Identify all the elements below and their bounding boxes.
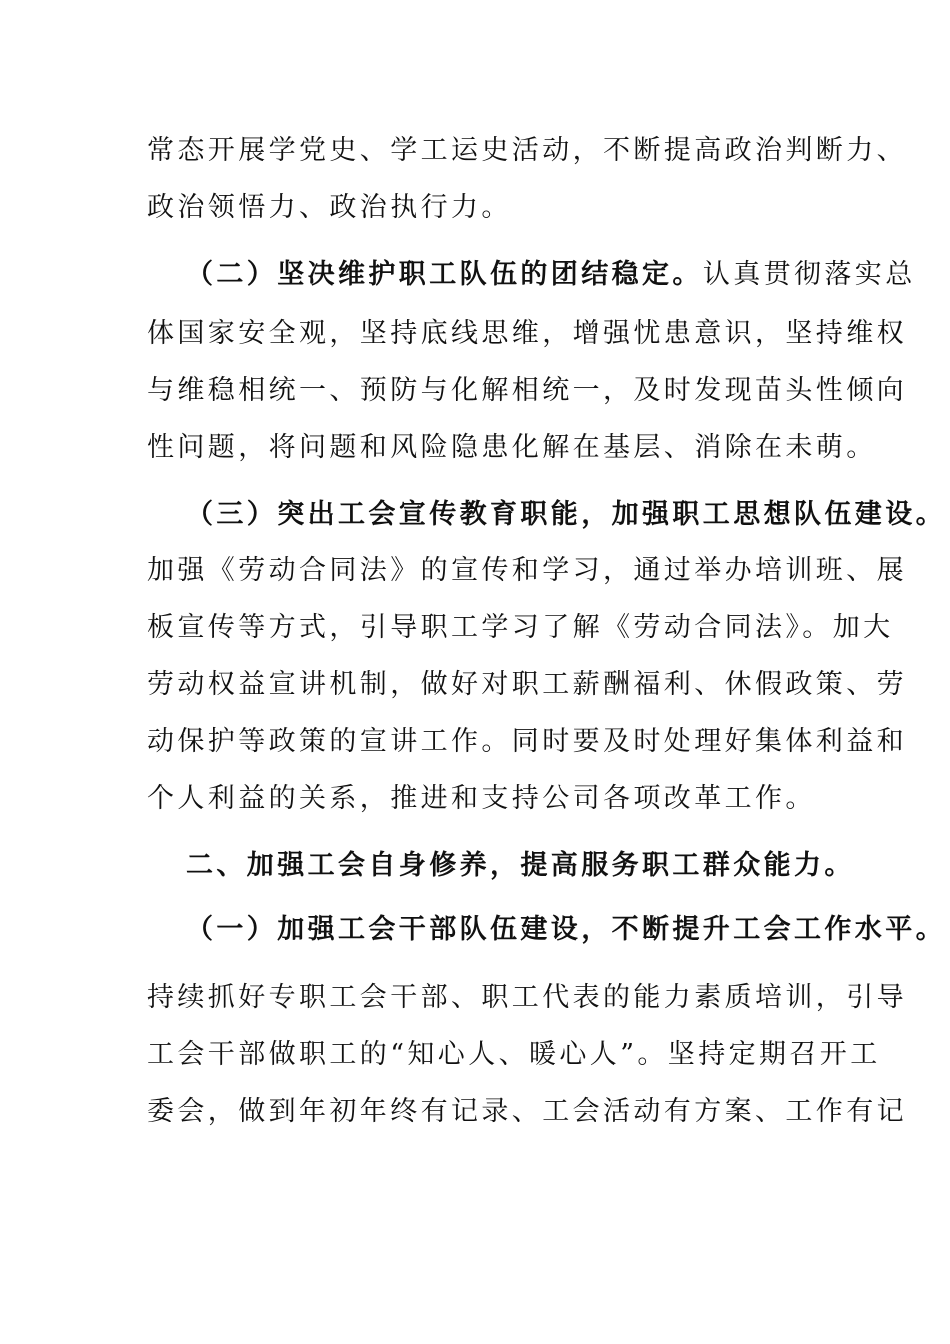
body-text-line: 委会，做到年初年终有记录、工会活动有方案、工作有记: [147, 1096, 907, 1127]
body-text-line: 工会干部做职工的“知心人、暖心人”。坚持定期召开工: [147, 1039, 881, 1070]
body-text-line: 政治领悟力、政治执行力。: [147, 192, 512, 223]
body-text-line: 劳动权益宣讲机制，做好对职工薪酬福利、休假政策、劳: [147, 669, 907, 700]
body-text: 认真贯彻落实总: [702, 259, 916, 290]
body-text-line: 常态开展学党史、学工运史活动，不断提高政治判断力、: [147, 135, 907, 166]
chapter-heading: 二、加强工会自身修养，提高服务职工群众能力。: [186, 850, 855, 881]
body-text-line: 个人利益的关系，推进和支持公司各项改革工作。: [147, 783, 816, 814]
body-text-line: 动保护等政策的宣讲工作。同时要及时处理好集体利益和: [147, 726, 907, 757]
body-text-line: 体国家安全观，坚持底线思维，增强忧患意识，坚持维权: [147, 318, 907, 349]
section-heading: （三）突出工会宣传教育职能，加强职工思想队伍建设。: [186, 499, 946, 530]
section-paragraph: [186, 257, 916, 293]
body-text-line: 板宣传等方式，引导职工学习了解《劳动合同法》。加大: [147, 612, 894, 643]
body-text-line: 性问题，将问题和风险隐患化解在基层、消除在未萌。: [147, 432, 877, 463]
body-text-line: 与维稳相统一、预防与化解相统一，及时发现苗头性倾向: [147, 375, 907, 406]
section-heading: （一）加强工会干部队伍建设，不断提升工会工作水平。: [186, 914, 946, 945]
body-text-line: 持续抓好专职工会干部、职工代表的能力素质培训，引导: [147, 982, 907, 1013]
section-heading: （二）坚决维护职工队伍的团结稳定。: [186, 259, 703, 290]
body-text-line: 加强《劳动合同法》的宣传和学习，通过举办培训班、展: [147, 555, 907, 586]
